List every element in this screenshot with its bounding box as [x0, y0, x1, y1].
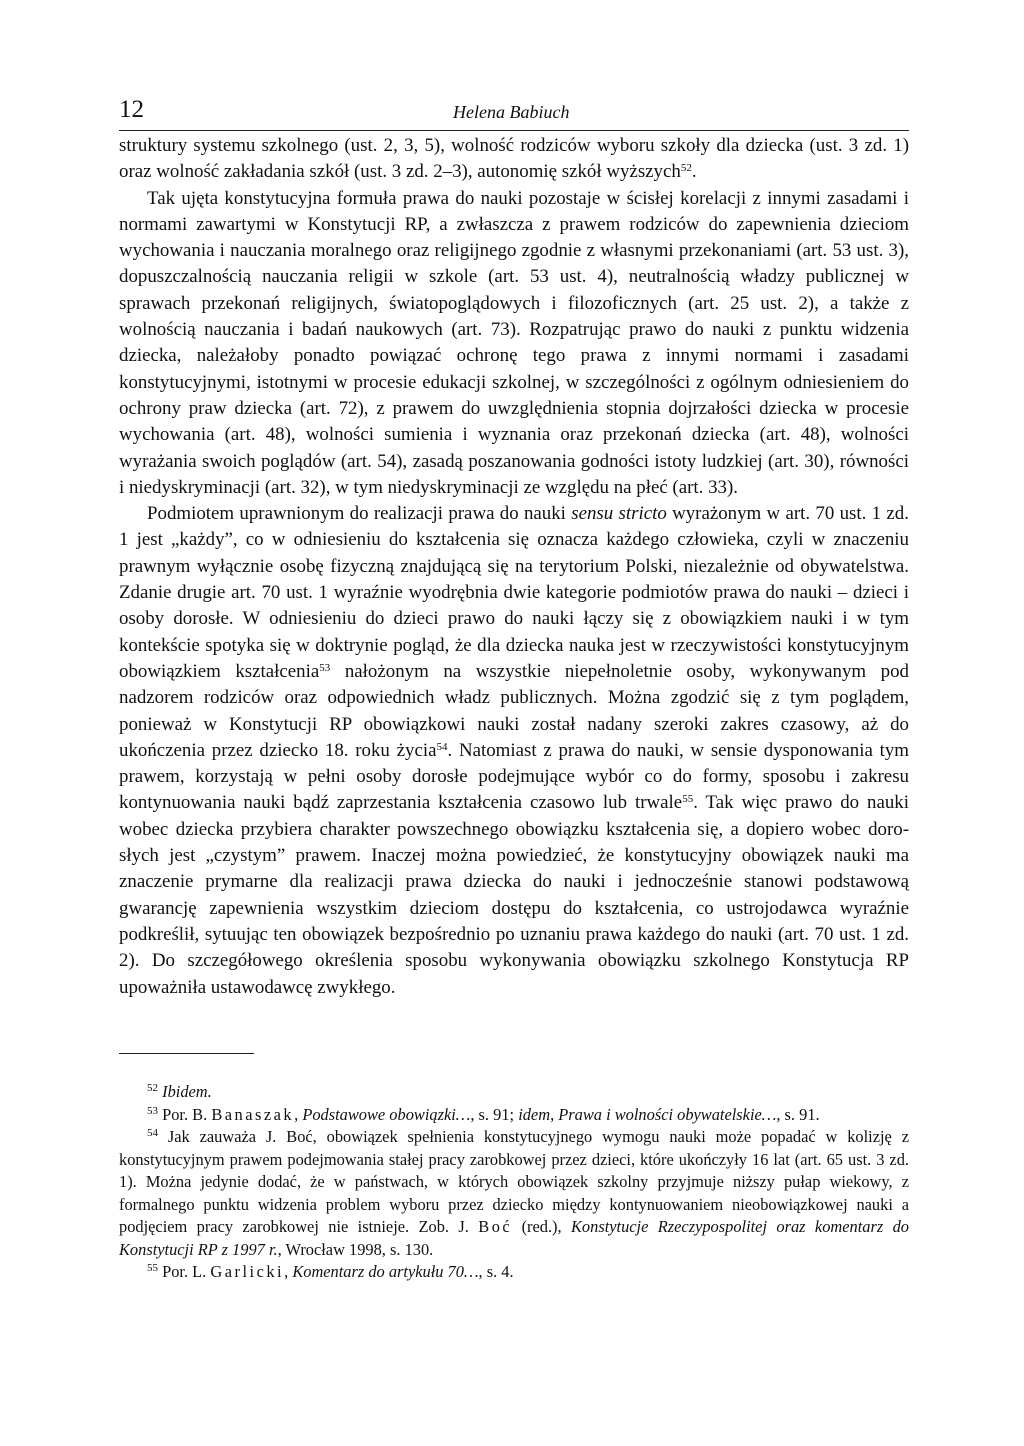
fn53-author-banaszak: Banaszak: [211, 1104, 295, 1124]
p1-line-2: zd. 1) oraz wolność zakładania szkół (ust. 3 zd. 2–3), autonomię szkół wyższych: [119, 135, 909, 183]
footnote-number: 53: [147, 1104, 158, 1117]
footnote-53: [119, 1104, 909, 1127]
fn53-title-2: Prawa i wolności obywatelskie…: [558, 1104, 777, 1124]
footnote-ref-54[interactable]: 54: [436, 740, 448, 753]
fn53-part-a: Por. B.: [162, 1104, 208, 1124]
p3-part-c: nałożonym na wszystkie niepełnoletnie osoby, wykonywanym pod nadzorem rodziców oraz odpowiednich władz publicznych. Można zgodzić się z tym poglądem, ponieważ w Konstytucji RP obowiązkowi nauki został nadany szeroki zakres czasowy, aż do ukończenia przez dziecko 18. roku życia: [119, 660, 910, 761]
fn54-author-boc: Boć: [478, 1217, 513, 1236]
footnote-52: [119, 1081, 909, 1104]
fn54-part-c: , Wrocław 1998, s. 130.: [277, 1239, 434, 1259]
footnotes: [119, 1081, 909, 1284]
p1-line-1: struktury systemu szkolnego (ust. 2, 3, 5), wolność rodziców wyboru szkoły dla dziecka (ust. 3: [119, 135, 859, 156]
p3-part-a: Podmiotem uprawnionym do realizacji prawa do nauki: [147, 503, 566, 525]
footnote-number: 54: [147, 1127, 158, 1139]
fn55-part-c: , s. 4.: [478, 1262, 514, 1281]
footnote-ref-55[interactable]: 55: [682, 793, 694, 806]
fn53-title-1: Podstawowe obowiązki…: [302, 1104, 471, 1124]
footnote-separator: [119, 1053, 254, 1054]
fn53-part-b: ,: [294, 1104, 299, 1124]
footnote-number: 55: [147, 1262, 158, 1274]
footnote-54: [119, 1126, 909, 1261]
p3-part-e: . Tak więc prawo do nauki wobec dziecka przybiera charakter powszechnego obowiązku kształcenia się, a dopiero wobec dorosłych jest „czystym” prawem. Inaczej można powiedzieć, że konstytucyjny obowiązek nauki ma znaczenie prymarne dla realizacji prawa dziecka do nauki i jednocześnie stanowi podstawową gwarancję zapewnienia wszystkim dzieciom dostępu do kształcenia, co ustrojodawca wyraźnie podkreślił, sytuując ten obowiązek bezpośrednio po uznaniu prawa każdego do nauki (art. 70 ust. 1 zd. 2). Do szczegółowego określenia sposobu wykonywania obowiązku szkolnego Konstytucja RP upoważniła ustawodawcę zwykłego.: [119, 792, 909, 998]
fn54-part-b: (red.),: [521, 1217, 562, 1236]
fn53-idem: idem: [518, 1104, 551, 1124]
footnote-52-text: Ibidem.: [162, 1082, 212, 1101]
paragraph-1: [119, 133, 909, 186]
fn55-part-b: ,: [284, 1262, 289, 1281]
fn55-part-a: Por. L.: [162, 1262, 207, 1281]
fn55-author-garlicki: Garlicki: [210, 1262, 285, 1281]
fn54-title: Konstytucje Rzeczypospolitej oraz komentarz do Konstytucji RP z 1997 r.: [119, 1217, 909, 1259]
footnote-number: 52: [147, 1082, 158, 1094]
p3-italic-sensu-stricto: sensu stricto: [571, 503, 667, 525]
footnote-ref-52[interactable]: 52: [680, 162, 692, 175]
p1-end: .: [691, 161, 697, 183]
paragraph-3: [119, 501, 909, 1001]
page-header: [119, 92, 909, 131]
fn55-title: Komentarz do artykułu 70…: [292, 1262, 479, 1281]
p3-part-b: wyrażonym w art. 70 ust. 1 zd. 1 jest „każdy”, co w odniesieniu do kształcenia się oznacza każdego człowieka, czyli w znaczeniu prawnym wyłącznie osobę fizyczną znajdującą się na terytorium Polski, niezależnie od obywatelstwa. Zdanie drugie art. 70 ust. 1 wyraźnie wyodrębnia dwie kategorie podmiotów prawa do nauki – dzieci i osoby dorosłe. W odniesieniu do dzieci prawo do nauki łączy się z obowiązkiem nauki i w tym kontekście spotyka się w doktrynie pogląd, że dla dziecka nauka jest w rzeczywistości konstytucyjnym obowiązkiem kształcenia: [119, 503, 909, 682]
fn53-part-e: , s. 91.: [776, 1104, 820, 1124]
fn53-part-c: , s. 91;: [470, 1104, 515, 1124]
footnote-55: [119, 1261, 909, 1284]
paragraph-2: Tak ujęta konstytucyjna formuła prawa do nauki pozostaje w ścisłej korelacji z innymi zasadami i normami zawartymi w Konstytucji RP, a zwłaszcza z prawem rodziców do zapewnienia dzieciom wychowania i nauczania moralnego oraz religijnego zgodnie z własnymi przekonaniami (art. 53 ust. 3), dopuszczalnością nauczania religii w szkole (art. 53 ust. 4), neutralnością władzy publicznej w sprawach przekonań religijnych, światopoglądowych i filozoficznych (art. 25 ust. 2), a także z wolnością nauczania i badań naukowych (art. 73). Rozpatrując prawo do nauki z punktu widzenia dziecka, należałoby ponadto powiązać ochronę tego prawa z innymi normami i zasadami konstytucyjnymi, istotnymi w procesie edukacji szkolnej, w szczególności z ogólnym odniesieniem do ochrony praw dziecka (art. 72), z prawem do uwzględnienia stopnia dojrzałości dziecka w procesie wychowania (art. 48), wolności sumienia i wyznania oraz przekonań dziecka (art. 48), wolności wyrażania swoich poglądów (art. 54), zasadą poszanowania godności istoty ludzkiej (art. 30), równości i niedyskryminacji (art. 32), w tym niedyskryminacji ze względu na płeć (art. 33).: [119, 187, 909, 498]
page-number: 12: [119, 96, 144, 123]
footnote-ref-53[interactable]: 53: [319, 661, 331, 674]
fn53-part-d: ,: [550, 1104, 555, 1124]
main-text: [119, 133, 909, 1001]
running-head-author: Helena Babiuch: [453, 102, 570, 122]
p3-part-d: . Natomiast z prawa do nauki, w sensie dysponowania tym prawem, korzystają w pełni osoby dorosłe podejmujące wybór co do formy, sposobu i zakresu kontynuowania nauki bądź zaprzestania kształcenia czasowo lub trwale: [119, 739, 910, 814]
fn54-part-a: Jak zauważa J. Boć, obowiązek spełnienia konstytucyjnego wymogu nauki może popadać w kolizję z konstytucyjnym prawem podejmowania stałej pracy zarobkowej przez dzieci, które ukończyły 16 lat (art. 65 ust. 3 zd. 1). Można jedynie dodać, że w państwach, w których obowiązek szkolny przyjmuje niższy pułap wiekowy, z formalnego punktu widzenia problem wyboru przez dziecko między kontynuowaniem nieobowiązkowej nauki a podjęciem pracy zarobkowej nie istnieje. Zob. J.: [119, 1127, 909, 1236]
